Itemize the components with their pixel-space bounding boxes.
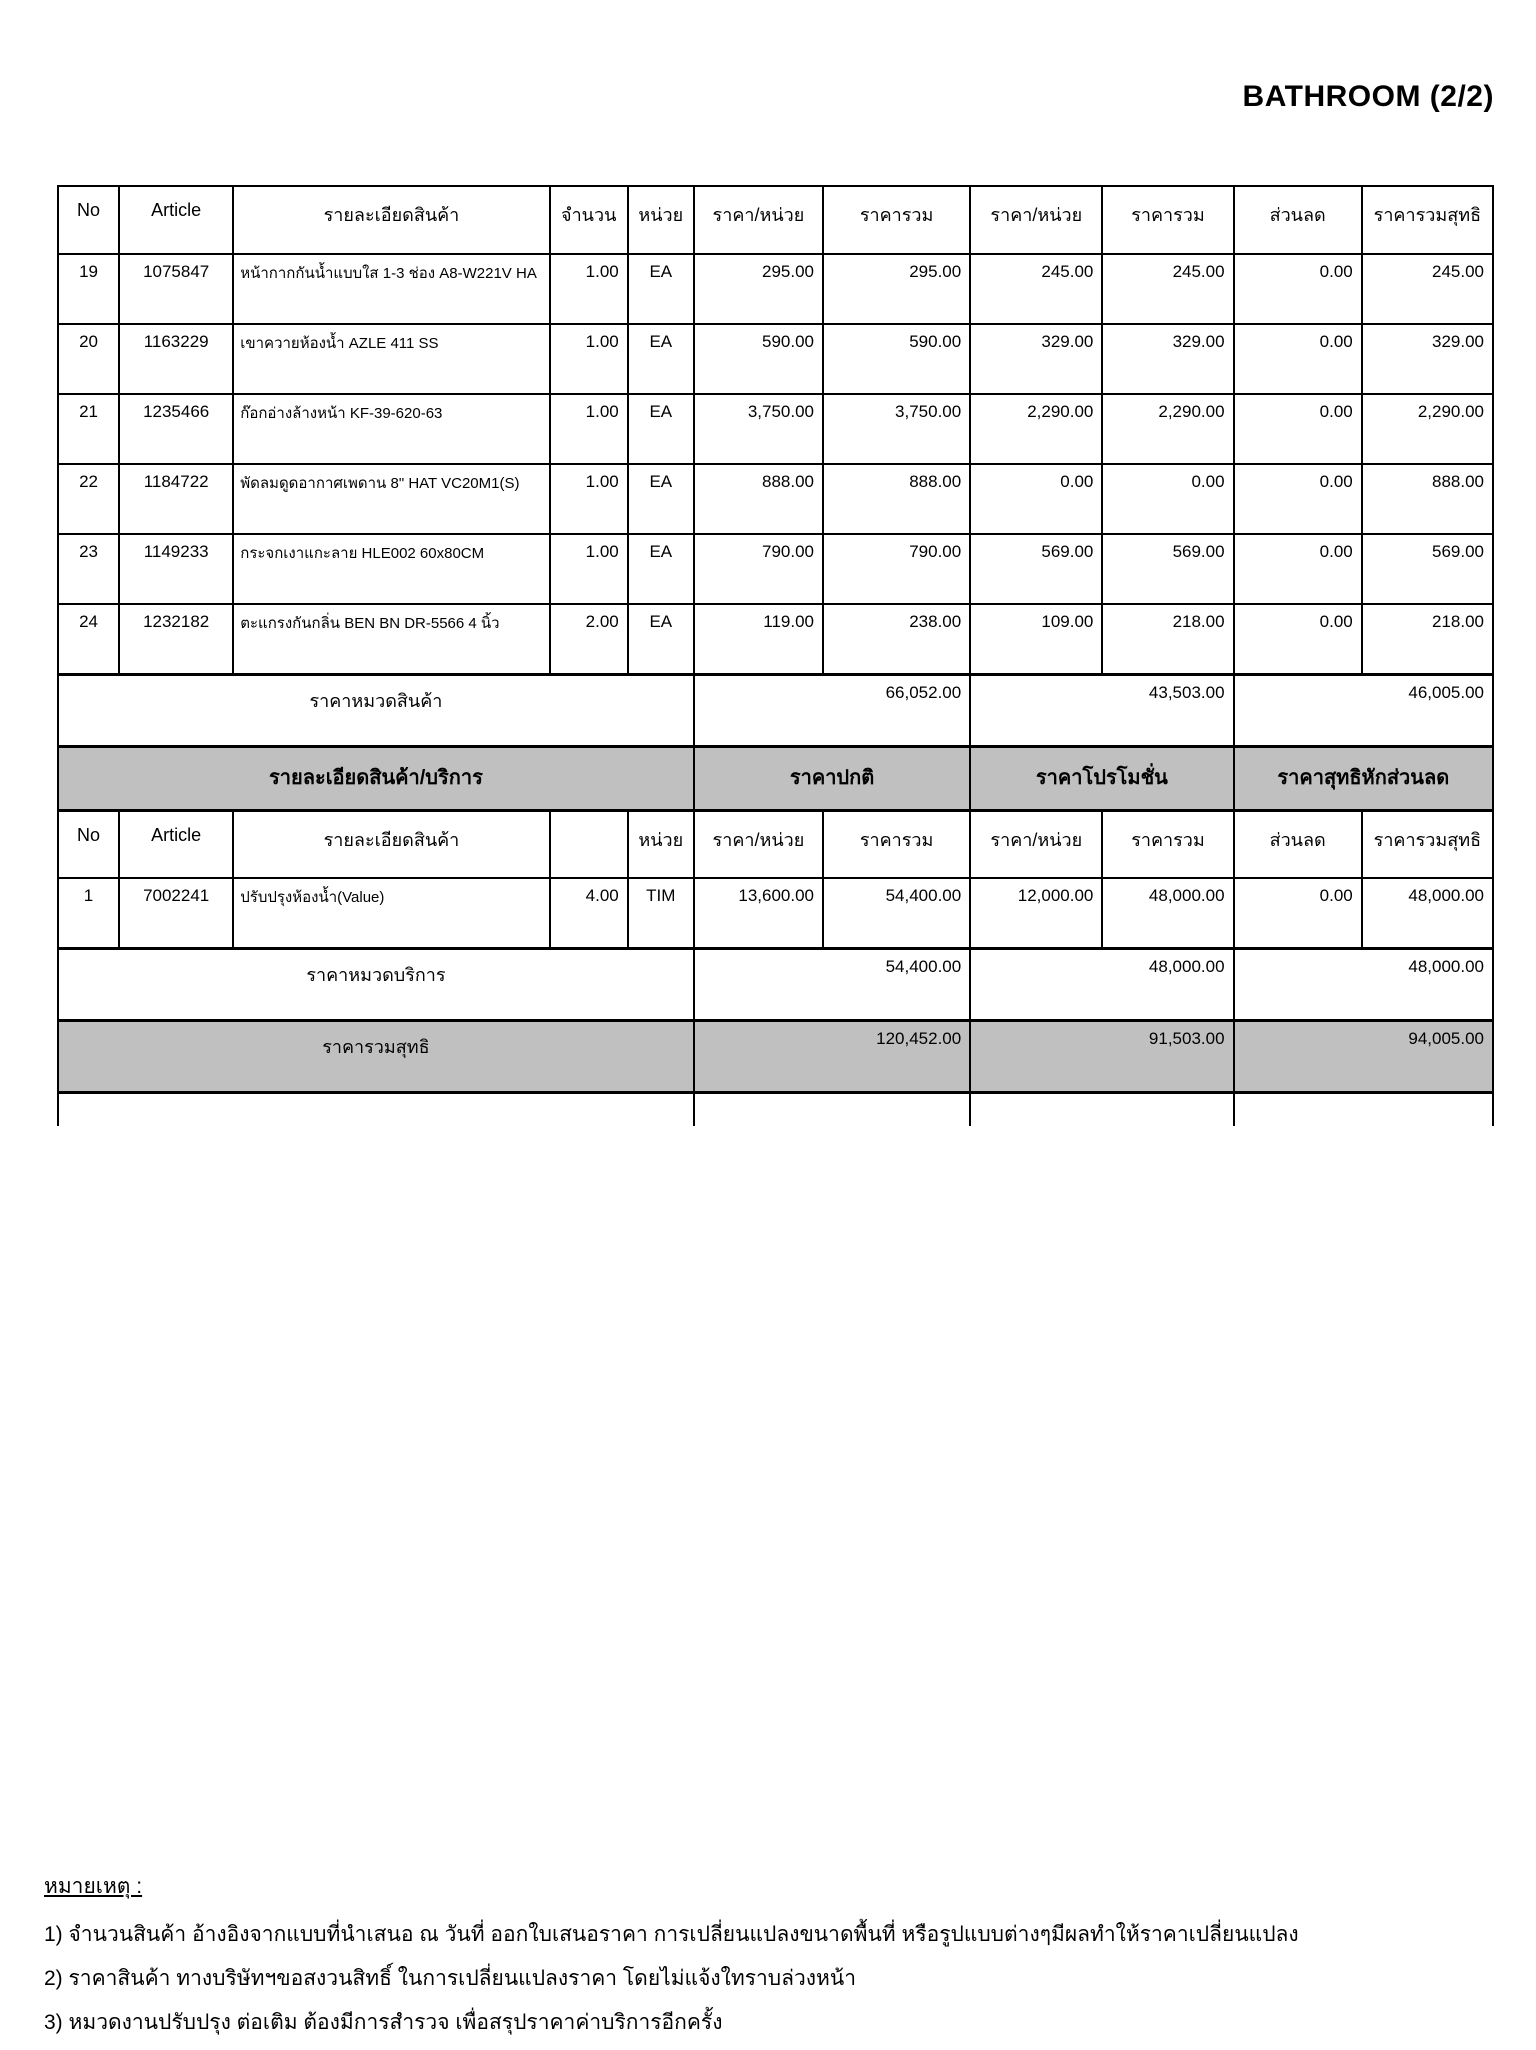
col-header-quantity: จำนวน <box>550 186 628 254</box>
grand-total-promo: 91,503.00 <box>970 1020 1233 1092</box>
cell-promo-total: 329.00 <box>1102 324 1233 394</box>
services-subtotal-promo: 48,000.00 <box>970 948 1233 1020</box>
band-net-price-label: ราคาสุทธิหักส่วนลด <box>1234 746 1493 810</box>
cell-discount: 0.00 <box>1234 394 1362 464</box>
product-row <box>58 534 1493 604</box>
grand-total-net: 94,005.00 <box>1234 1020 1493 1092</box>
cell-quantity: 2.00 <box>550 604 628 674</box>
cell-net-total: 2,290.00 <box>1362 394 1493 464</box>
cell-promo-unit-price: 569.00 <box>970 534 1102 604</box>
cell-unit-price: 13,600.00 <box>694 878 823 948</box>
cell-total: 888.00 <box>823 464 970 534</box>
section-band-row <box>58 746 1493 810</box>
cell-promo-total: 0.00 <box>1102 464 1233 534</box>
cell-no: 19 <box>58 254 119 324</box>
cell-discount: 0.00 <box>1234 878 1362 948</box>
page-title: BATHROOM (2/2) <box>1242 80 1494 113</box>
cell-total: 3,750.00 <box>823 394 970 464</box>
cell-unit-price: 119.00 <box>694 604 823 674</box>
cell-net-total: 218.00 <box>1362 604 1493 674</box>
cell-quantity: 1.00 <box>550 254 628 324</box>
products-subtotal-net: 46,005.00 <box>1234 674 1493 746</box>
cell-promo-unit-price: 12,000.00 <box>970 878 1102 948</box>
grand-total-label: ราคารวมสุทธิ <box>58 1020 694 1092</box>
trailing-empty-cell <box>694 1092 970 1126</box>
trailing-empty-cell <box>58 1092 694 1126</box>
cell-no: 24 <box>58 604 119 674</box>
cell-unit: EA <box>628 534 694 604</box>
cell-description: กระจกเงาแกะลาย HLE002 60x80CM <box>233 534 549 604</box>
col-header-discount: ส่วนลด <box>1234 186 1362 254</box>
services-subtotal-label: ราคาหมวดบริการ <box>58 948 694 1020</box>
trailing-empty-cell <box>970 1092 1233 1126</box>
col-header-promo-unit-price: ราคา/หน่วย <box>970 186 1102 254</box>
cell-promo-unit-price: 2,290.00 <box>970 394 1102 464</box>
product-row <box>58 604 1493 674</box>
cell-quantity: 1.00 <box>550 464 628 534</box>
products-subtotal-label: ราคาหมวดสินค้า <box>58 674 694 746</box>
cell-unit-price: 3,750.00 <box>694 394 823 464</box>
col-header-unit-price: ราคา/หน่วย <box>694 810 823 878</box>
cell-article: 1235466 <box>119 394 233 464</box>
cell-article: 1075847 <box>119 254 233 324</box>
cell-promo-unit-price: 0.00 <box>970 464 1102 534</box>
cell-description: ก๊อกอ่างล้างหน้า KF-39-620-63 <box>233 394 549 464</box>
cell-no: 21 <box>58 394 119 464</box>
cell-promo-unit-price: 109.00 <box>970 604 1102 674</box>
col-header-no: No <box>58 810 119 878</box>
cell-unit: EA <box>628 464 694 534</box>
trailing-empty-cell <box>1234 1092 1493 1126</box>
cell-quantity: 1.00 <box>550 534 628 604</box>
services-header-row <box>58 810 1493 878</box>
cell-promo-total: 569.00 <box>1102 534 1233 604</box>
col-header-unit: หน่วย <box>628 810 694 878</box>
cell-quantity: 1.00 <box>550 394 628 464</box>
cell-discount: 0.00 <box>1234 534 1362 604</box>
cell-article: 1184722 <box>119 464 233 534</box>
col-header-article: Article <box>119 810 233 878</box>
product-row <box>58 324 1493 394</box>
product-row <box>58 394 1493 464</box>
col-header-net-total: ราคารวมสุทธิ <box>1362 186 1493 254</box>
col-header-article: Article <box>119 186 233 254</box>
service-row <box>58 878 1493 948</box>
cell-quantity: 4.00 <box>550 878 628 948</box>
cell-promo-unit-price: 329.00 <box>970 324 1102 394</box>
cell-total: 295.00 <box>823 254 970 324</box>
cell-description: พัดลมดูดอากาศเพดาน 8" HAT VC20M1(S) <box>233 464 549 534</box>
cell-net-total: 329.00 <box>1362 324 1493 394</box>
note-line-2: 2) ราคาสินค้า ทางบริษัทฯขอสงวนสิทธิ์ ในการเปลี่ยนแปลงราคา โดยไม่แจ้งใทราบล่วงหน้า <box>44 1967 857 1990</box>
products-header-row <box>58 186 1493 254</box>
products-subtotal-normal: 66,052.00 <box>694 674 970 746</box>
col-header-description: รายละเอียดสินค้า <box>233 186 549 254</box>
services-subtotal-normal: 54,400.00 <box>694 948 970 1020</box>
cell-description: เขาควายห้องน้ำ AZLE 411 SS <box>233 324 549 394</box>
col-header-quantity-blank <box>550 810 628 878</box>
cell-discount: 0.00 <box>1234 324 1362 394</box>
cell-description: ปรับปรุงห้องน้ำ(Value) <box>233 878 549 948</box>
cell-unit: EA <box>628 394 694 464</box>
cell-no: 1 <box>58 878 119 948</box>
product-row <box>58 254 1493 324</box>
cell-quantity: 1.00 <box>550 324 628 394</box>
cell-total: 238.00 <box>823 604 970 674</box>
col-header-total: ราคารวม <box>823 186 970 254</box>
cell-unit: TIM <box>628 878 694 948</box>
cell-article: 1232182 <box>119 604 233 674</box>
cell-net-total: 48,000.00 <box>1362 878 1493 948</box>
note-line-1: 1) จำนวนสินค้า อ้างอิงจากแบบที่นำเสนอ ณ วันที่ ออกใบเสนอราคา การเปลี่ยนแปลงขนาดพื้นที่ หรือรูปแบบต่างๆมีผลทำให้ราคาเปลี่ยนแปลง <box>44 1923 1299 1946</box>
col-header-promo-total: ราคารวม <box>1102 186 1233 254</box>
products-subtotal-promo: 43,503.00 <box>970 674 1233 746</box>
cell-unit: EA <box>628 324 694 394</box>
cell-net-total: 888.00 <box>1362 464 1493 534</box>
cell-promo-total: 2,290.00 <box>1102 394 1233 464</box>
cell-promo-unit-price: 245.00 <box>970 254 1102 324</box>
cell-promo-total: 48,000.00 <box>1102 878 1233 948</box>
cell-promo-total: 218.00 <box>1102 604 1233 674</box>
cell-no: 22 <box>58 464 119 534</box>
grand-total-normal: 120,452.00 <box>694 1020 970 1092</box>
cell-article: 7002241 <box>119 878 233 948</box>
cell-discount: 0.00 <box>1234 464 1362 534</box>
trailing-empty-row <box>58 1092 1493 1126</box>
cell-discount: 0.00 <box>1234 604 1362 674</box>
cell-no: 23 <box>58 534 119 604</box>
cell-unit-price: 790.00 <box>694 534 823 604</box>
cell-net-total: 569.00 <box>1362 534 1493 604</box>
notes-heading: หมายเหตุ : <box>44 1875 143 1898</box>
band-normal-price-label: ราคาปกติ <box>694 746 970 810</box>
col-header-description: รายละเอียดสินค้า <box>233 810 549 878</box>
cell-total: 790.00 <box>823 534 970 604</box>
band-promo-price-label: ราคาโปรโมชั่น <box>970 746 1233 810</box>
col-header-no: No <box>58 186 119 254</box>
col-header-promo-unit-price: ราคา/หน่วย <box>970 810 1102 878</box>
col-header-net-total: ราคารวมสุทธิ <box>1362 810 1493 878</box>
cell-unit: EA <box>628 254 694 324</box>
cell-discount: 0.00 <box>1234 254 1362 324</box>
col-header-unit: หน่วย <box>628 186 694 254</box>
cell-unit-price: 590.00 <box>694 324 823 394</box>
cell-description: หน้ากากกันน้ำแบบใส 1-3 ช่อง A8-W221V HA <box>233 254 549 324</box>
cell-unit-price: 295.00 <box>694 254 823 324</box>
col-header-promo-total: ราคารวม <box>1102 810 1233 878</box>
col-header-discount: ส่วนลด <box>1234 810 1362 878</box>
cell-unit-price: 888.00 <box>694 464 823 534</box>
notes-section <box>44 1870 1504 2050</box>
quotation-table <box>57 185 1494 1126</box>
cell-promo-total: 245.00 <box>1102 254 1233 324</box>
col-header-unit-price: ราคา/หน่วย <box>694 186 823 254</box>
cell-total: 590.00 <box>823 324 970 394</box>
grand-total-row <box>58 1020 1493 1092</box>
col-header-total: ราคารวม <box>823 810 970 878</box>
cell-unit: EA <box>628 604 694 674</box>
cell-no: 20 <box>58 324 119 394</box>
cell-description: ตะแกรงกันกลิ่น BEN BN DR-5566 4 นิ้ว <box>233 604 549 674</box>
services-subtotal-row <box>58 948 1493 1020</box>
product-row <box>58 464 1493 534</box>
cell-article: 1163229 <box>119 324 233 394</box>
products-subtotal-row <box>58 674 1493 746</box>
cell-net-total: 245.00 <box>1362 254 1493 324</box>
band-detail-label: รายละเอียดสินค้า/บริการ <box>58 746 694 810</box>
cell-article: 1149233 <box>119 534 233 604</box>
note-line-3: 3) หมวดงานปรับปรุง ต่อเติม ต้องมีการสำรวจ เพื่อสรุปราคาค่าบริการอีกครั้ง <box>44 2011 723 2034</box>
cell-total: 54,400.00 <box>823 878 970 948</box>
services-subtotal-net: 48,000.00 <box>1234 948 1493 1020</box>
